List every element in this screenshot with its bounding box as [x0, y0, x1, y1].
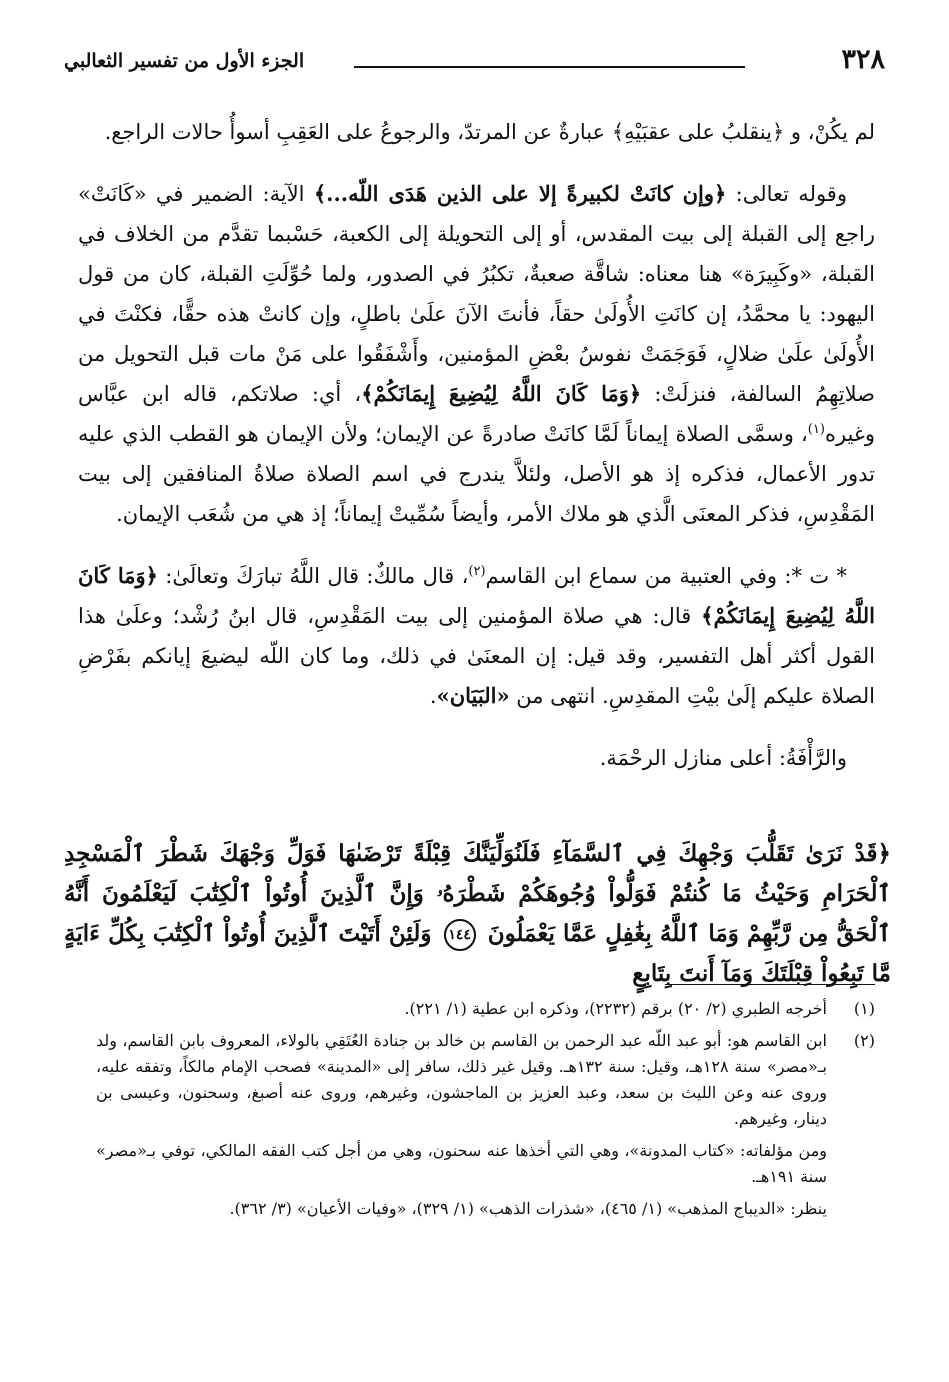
p2-lead: وقوله تعالى: — [726, 182, 847, 206]
p2-text-3: ، وسمَّى الصلاة إيماناً لَمَّا كانَتْ صادرةً عن الإيمان؛ ولأن الإيمان هو القطب الذي عليه تدور الأعمال، فذكره إذ هو الأصل، ولئلاَّ يندرج في اسم الصلاة صلاةُ المنافقين إلى بيت المَقْدِسِ، فذكر المعنَى الَّذي هو ملاك الأمر، وأيضاً سُمِّيتْ إيماناً؛ إذ هي من شُعَب الإيمان. — [78, 422, 875, 526]
footnote-1 — [96, 996, 875, 1022]
quran-text-1: ﴿قَدْ نَرَىٰ تَقَلُّبَ وَجْهِكَ فِي ٱلسَّمَآءِ فَلَنُوَلِّيَنَّكَ قِبْلَةً تَرْضَىٰهَا فَوَلِّ وَجْهَكَ شَطْرَ ٱلْمَسْجِدِ ٱلْحَرَامِ وَحَيْثُ مَا كُنتُمْ فَوَلُّواْ وُجُوهَكُمْ شَطْرَهُۥ وَإِنَّ ٱلَّذِينَ أُوتُواْ ٱلْكِتَٰبَ لَيَعْلَمُونَ أَنَّهُ ٱلْحَقُّ مِن رَّبِّهِمْ وَمَا ٱللَّهُ بِغَٰفِلٍ عَمَّا يَعْمَلُونَ — [64, 840, 892, 947]
footnotes — [96, 996, 875, 1228]
paragraph-3 — [78, 556, 875, 716]
footnote-2-works: ومن مؤلفاته: «كتاب المدونة»، وهي التي أخذها عنه سحنون، وهي من أجل كتب الفقه المالكي، توفي بـ«مصر» سنة ١٩١هـ. — [96, 1141, 827, 1186]
p2-quran-quote-1: ﴿وإن كانَتْ لكبيرةً إلا على الذين هَدَى اللّه...﴾ — [313, 181, 727, 206]
p3-source: «البَيَان» — [436, 683, 510, 708]
footnote-1-number: (١) — [853, 999, 875, 1018]
p2-quran-quote-2: ﴿وَمَا كَانَ اللَّهُ لِيُضِيعَ إِيمَانَكُمْ﴾ — [361, 381, 642, 406]
footnote-rule — [665, 984, 875, 985]
page-number: ٣٢٨ — [841, 44, 885, 75]
p2-text-2: ، أي: صلاتكم، قاله ابن عبَّاس وغيره — [78, 382, 875, 446]
footnote-ref-1[interactable]: (١) — [807, 422, 825, 437]
paragraph-1: لم يكُنْ، و ﴿ينقلبُ على عقبَيْهِ﴾ عبارةٌ عن المرتدّ، والرجوعُ على العَقِبِ أسوأُ حالات الراجع. — [104, 120, 875, 144]
ayah-number-marker: ١٤٤ — [444, 919, 476, 951]
p3-quran-quote: ﴿وَمَا كَانَ اللَّهُ لِيُضِيعَ إِيمَانَكُمْ﴾ — [78, 563, 876, 628]
footnote-2-text: ابن القاسم هو: أبو عبد اللّه عبد الرحمن بن القاسم بن خالد بن جنادة العُتَقِي بالولاء، المعروف بابن القاسم، ولد بـ«مصر» سنة ١٢٨هـ، وقيل: سنة ١٣٢هـ. وقيل غير ذلك، سافر إلى «المدينة» فصحب الإمام مالكاً، وتفقه عليه، وروى عنه وعن الليث بن سعد، وعبد العزيز بن الماجشون، وغيرهم، وروى عنه أصبغ، وسحنون، وعيسى بن دينار، وغيرهم. — [96, 1031, 827, 1128]
footnote-2-number: (٢) — [853, 1031, 875, 1050]
header-rule — [354, 66, 745, 68]
footnote-ref-2[interactable]: (٢) — [468, 564, 486, 579]
p2-text-1: الآية: الضمير في «كَانَتْ» راجع إلى القبلة إلى بيت المقدس، أو إلى التحويلة إلى الكعبة، حَسْبما تقدَّم من الخلاف في القبلة، «وكَبِيرَة» هنا معناه: شاقَّة صعبةٌ، تكبُرُ في الصدور، ولما حُوِّلَتِ القبلة، كان من قول اليهود: يا محمَّدُ، إن كانَتِ الأُولَىٰ حقاً، فأنتَ الآنَ علَىٰ باطلٍ، وإن كانتْ هذه حقًّا، فكنْتَ في الأُولَىٰ علَىٰ ضلالٍ، فَوَجَمَتْ نفوسُ بعْضِ المؤمنين، وأَشْفَقُوا على مَنْ مات قبل التحويل من صلاتِهِمُ السالفة، فنزلَتْ: — [78, 182, 876, 406]
footnote-2-references: ينظر: «الديباج المذهب» (١/ ٤٦٥)، «شذرات الذهب» (١/ ٣٢٩)، «وفيات الأعيان» (٣/ ٣٦٢). — [229, 1199, 827, 1218]
paragraph-4: والرَّأْفَةُ: أعلى منازل الرحْمَة. — [599, 746, 847, 770]
p3-text-2: قال: هي صلاة المؤمنين إلى بيت المَقْدِسِ، قال ابنُ رُشْد؛ وعلَىٰ هذا القول أكثر أهل التفسير، وقد قيل: إن المعنَىٰ في ذلك، وما كان اللّه ليضيعَ إيانكم بفَرْضِ الصلاة عليكم إلَىٰ بيْتِ المقدِسِ. انتهى من — [78, 604, 875, 708]
running-header — [64, 44, 885, 84]
running-title: الجزء الأول من تفسير الثعالبي — [64, 50, 305, 72]
footnote-1-text: أخرجه الطبري (٢/ ٢٠) برقم (٢٢٣٢)، وذكره ابن عطية (١/ ٢٢١). — [404, 999, 827, 1018]
p3-end: . — [429, 684, 437, 708]
p3-lead: * ت *: وفي العتبية من سماع ابن القاسم — [485, 564, 847, 588]
quran-verse-block — [64, 834, 891, 994]
paragraph-2 — [78, 174, 875, 534]
main-text — [78, 112, 875, 778]
quran-text-2: وَلَئِنْ أَتَيْتَ ٱلَّذِينَ أُوتُواْ ٱلْكِتَٰبَ بِكُلِّ ءَايَةٍ مَّا تَبِعُواْ قِبْلَتَكَ وَمَآ أَنتَ بِتَابِعٍ — [64, 920, 891, 987]
p3-text-1: ، قال مالكٌ: قال اللَّهُ تبارَكَ وتعالَىٰ: — [157, 564, 469, 588]
footnote-2 — [96, 1028, 875, 1132]
